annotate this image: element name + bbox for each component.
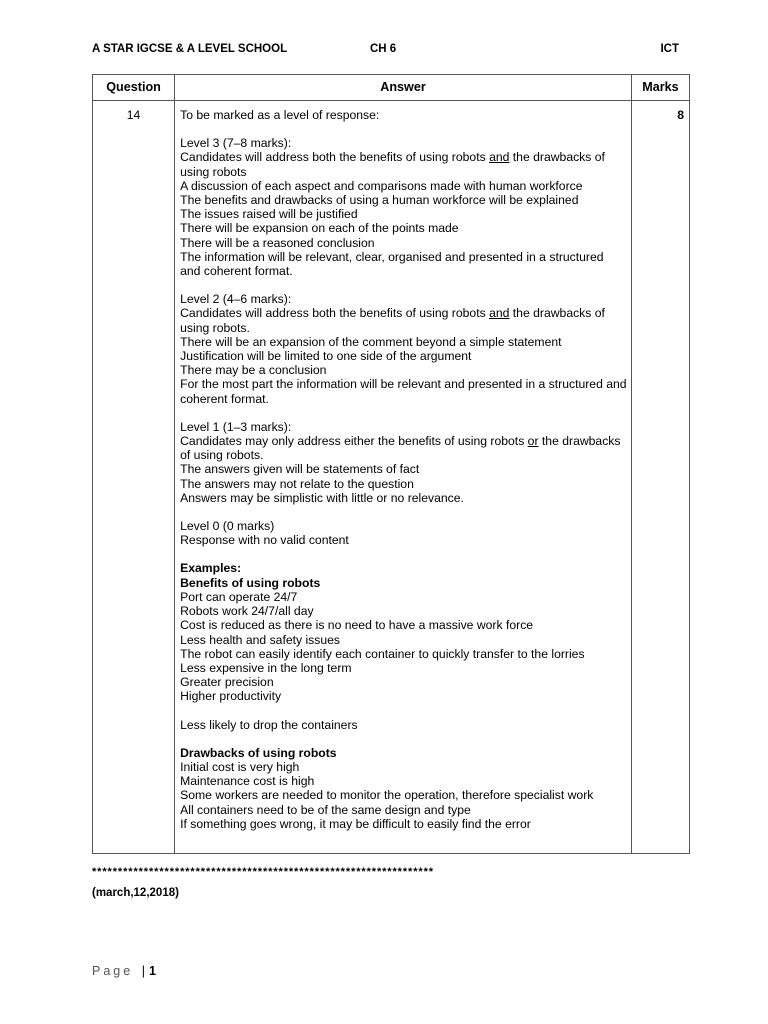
answer-cell — [175, 101, 632, 854]
column-header-answer: Answer — [175, 75, 632, 101]
level-1-title: Level 1 (1–3 marks): — [180, 419, 292, 434]
drawback-item: All containers need to be of the same design and type — [180, 802, 471, 817]
level-3-line: A discussion of each aspect and comparisons made with human workforce — [180, 178, 583, 193]
page-header — [92, 43, 686, 61]
drawback-item: Initial cost is very high — [180, 759, 300, 774]
chapter-label: CH 6 — [370, 43, 397, 55]
level-2-line: For the most part the information will be relevant and presented in a structured and coherent format. — [180, 377, 627, 406]
intro-block — [180, 108, 627, 122]
level-2-line: Justification will be limited to one side of the argument — [180, 349, 472, 364]
intro-text: To be marked as a level of response: — [180, 108, 380, 122]
subject-label: ICT — [660, 43, 679, 55]
page-word: Page — [92, 964, 134, 978]
column-header-question: Question — [93, 75, 175, 101]
benefit-item: Less health and safety issues — [180, 632, 341, 647]
level-3-line: The issues raised will be justified — [180, 207, 358, 222]
drawback-item-list — [180, 760, 627, 831]
level-3-block — [180, 136, 627, 278]
drawback-item: Maintenance cost is high — [180, 774, 315, 789]
level-2-line: There will be an expansion of the comment beyond a simple statement — [180, 334, 562, 349]
level-0-title: Level 0 (0 marks) — [180, 519, 275, 534]
table-row — [93, 101, 690, 854]
date-text: (march,12,2018) — [92, 887, 179, 899]
level-1-line: The answers may not relate to the question — [180, 476, 414, 491]
benefit-item: Less likely to drop the containers — [180, 717, 358, 732]
level-2-criterion: Candidates will address both the benefits of using robots and the drawbacks of using robots. — [180, 306, 605, 335]
level-2-line-list — [180, 335, 627, 406]
benefit-item: Cost is reduced as there is no need to have a massive work force — [180, 618, 534, 633]
level-0-block — [180, 519, 627, 547]
level-2-line: There may be a conclusion — [180, 363, 327, 378]
benefit-item-list — [180, 590, 627, 704]
level-3-line: The information will be relevant, clear, organised and presented in a structured and coherent format. — [180, 249, 604, 279]
benefit-item: Less expensive in the long term — [180, 660, 352, 675]
level-0-line: Response with no valid content — [180, 533, 349, 548]
footer-separator: | — [141, 964, 145, 978]
benefit-item: Greater precision — [180, 675, 274, 690]
level-3-line-list — [180, 179, 627, 278]
level-2-block — [180, 292, 627, 406]
page-footer — [92, 964, 156, 978]
level-3-line: There will be a reasoned conclusion — [180, 235, 375, 250]
level-1-line: The answers given will be statements of fact — [180, 462, 420, 477]
page-number: 1 — [148, 964, 156, 978]
mark-scheme-table — [92, 74, 690, 854]
question-number: 14 — [93, 101, 175, 854]
level-0-line-list — [180, 533, 627, 547]
level-3-criterion: Candidates will address both the benefits of using robots and the drawbacks of using robots — [180, 150, 605, 179]
level-2-title: Level 2 (4–6 marks): — [180, 292, 292, 307]
level-1-line-list — [180, 462, 627, 505]
school-name: A STAR IGCSE & A LEVEL SCHOOL — [92, 43, 288, 55]
level-3-title: Level 3 (7–8 marks): — [180, 136, 292, 151]
benefits-block — [180, 561, 627, 703]
column-header-marks: Marks — [631, 75, 689, 101]
benefit-item: Robots work 24/7/all day — [180, 604, 314, 619]
table-header-row — [93, 75, 690, 101]
level-1-criterion: Candidates may only address either the benefits of using robots or the drawbacks of using robots. — [180, 434, 621, 463]
drawbacks-heading: Drawbacks of using robots — [180, 745, 337, 760]
marks-value: 8 — [631, 101, 689, 854]
drawback-item: Some workers are needed to monitor the operation, therefore specialist work — [180, 788, 594, 803]
separator-line: ****************************************************************** — [92, 866, 434, 878]
drawback-item: If something goes wrong, it may be difficult to easily find the error — [180, 816, 531, 831]
benefit-item: The robot can easily identify each container to quickly transfer to the lorries — [180, 646, 585, 661]
benefits-heading: Benefits of using robots — [180, 575, 321, 590]
level-3-line: The benefits and drawbacks of using a human workforce will be explained — [180, 193, 579, 208]
benefit-item: Port can operate 24/7 — [180, 589, 298, 604]
level-1-line: Answers may be simplistic with little or no relevance. — [180, 490, 464, 505]
benefits-extra-block — [180, 718, 627, 732]
level-1-block — [180, 420, 627, 505]
drawbacks-block — [180, 746, 627, 831]
examples-heading: Examples: — [180, 561, 242, 576]
level-3-line: There will be expansion on each of the points made — [180, 221, 459, 236]
benefit-item: Higher productivity — [180, 689, 282, 704]
